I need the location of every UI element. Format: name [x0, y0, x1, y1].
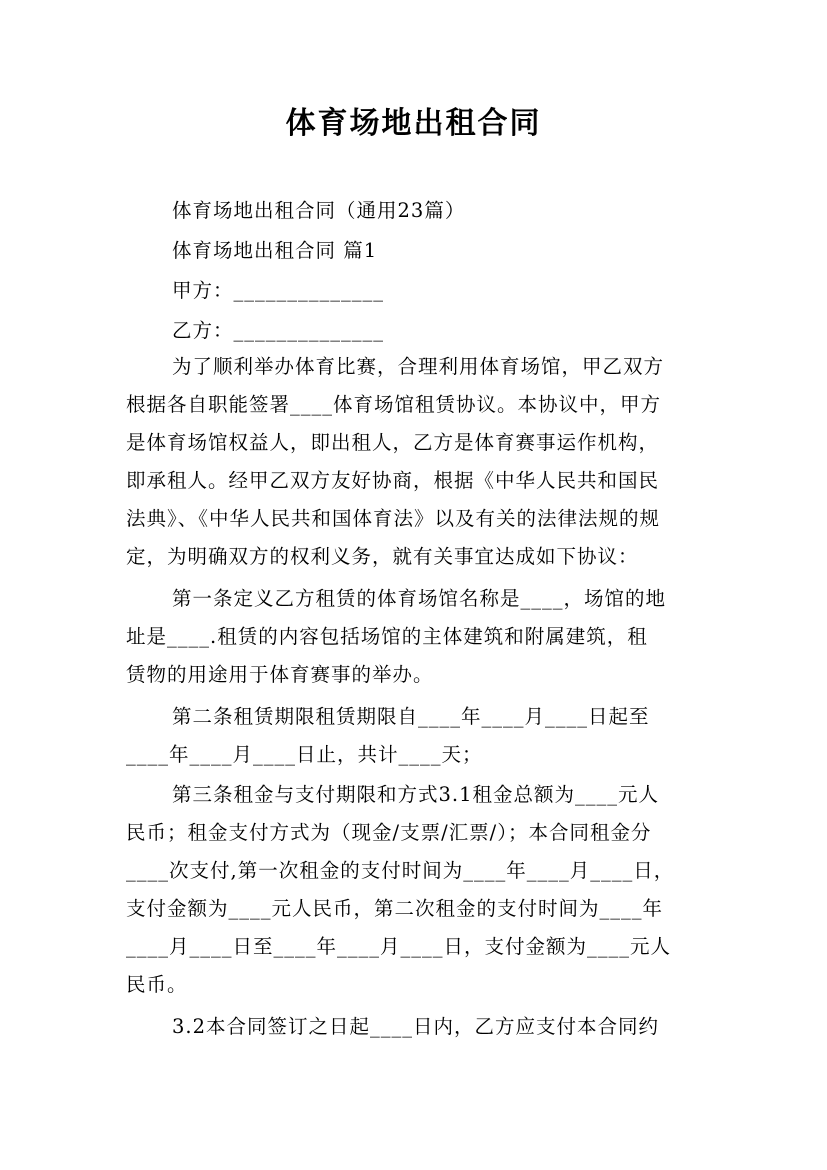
paragraph-line: 赁物的用途用于体育赛事的举办。 — [126, 663, 434, 686]
paragraph-line: 民币。 — [126, 973, 188, 996]
section-heading: 体育场地出租合同 篇1 — [172, 239, 378, 262]
paragraph-line: ____次支付,第一次租金的支付时间为____年____月____日， — [126, 859, 675, 882]
party-b-line: 乙方：______________ — [172, 319, 385, 342]
party-a-line: 甲方：______________ — [172, 279, 385, 302]
paragraph-line: ____年____月____日止，共计____天； — [126, 743, 483, 766]
paragraph-line: 第三条租金与支付期限和方式3.1租金总额为____元人 — [172, 783, 660, 806]
paragraph-line: 法典》、《中华人民共和国体育法》以及有关的法律法规的规 — [126, 507, 661, 530]
paragraph-line: 民币；租金支付方式为（现金/支票/汇票/）；本合同租金分 — [126, 821, 652, 844]
document-title: 体育场地出租合同 — [285, 106, 542, 141]
paragraph-line: 支付金额为____元人民币，第二次租金的支付时间为____年 — [126, 897, 664, 920]
paragraph-line: 址是____.租赁的内容包括场馆的主体建筑和附属建筑，租 — [126, 625, 648, 648]
paragraph-line: 第一条定义乙方租赁的体育场馆名称是____，场馆的地 — [172, 587, 667, 610]
paragraph-line: 根据各自职能签署____体育场馆租赁协议。本协议中，甲方 — [126, 393, 662, 416]
paragraph-line: 是体育场馆权益人，即出租人，乙方是体育赛事运作机构， — [126, 431, 660, 454]
doc-subtitle: 体育场地出租合同（通用23篇） — [172, 199, 466, 222]
paragraph-line: ____月____日至____年____月____日，支付金额为____元人 — [126, 935, 672, 958]
paragraph-line: 为了顺利举办体育比赛，合理利用体育场馆，甲乙双方 — [172, 355, 665, 378]
paragraph-line: 3.2本合同签订之日起____日内，乙方应支付本合同约 — [172, 1015, 660, 1038]
paragraph-line: 定，为明确双方的权利义务，就有关事宜达成如下协议： — [126, 545, 639, 568]
paragraph-line: 第二条租赁期限租赁期限自____年____月____日起至 — [172, 705, 650, 728]
paragraph-line: 即承租人。经甲乙双方友好协商，根据《中华人民共和国民 — [126, 469, 660, 492]
